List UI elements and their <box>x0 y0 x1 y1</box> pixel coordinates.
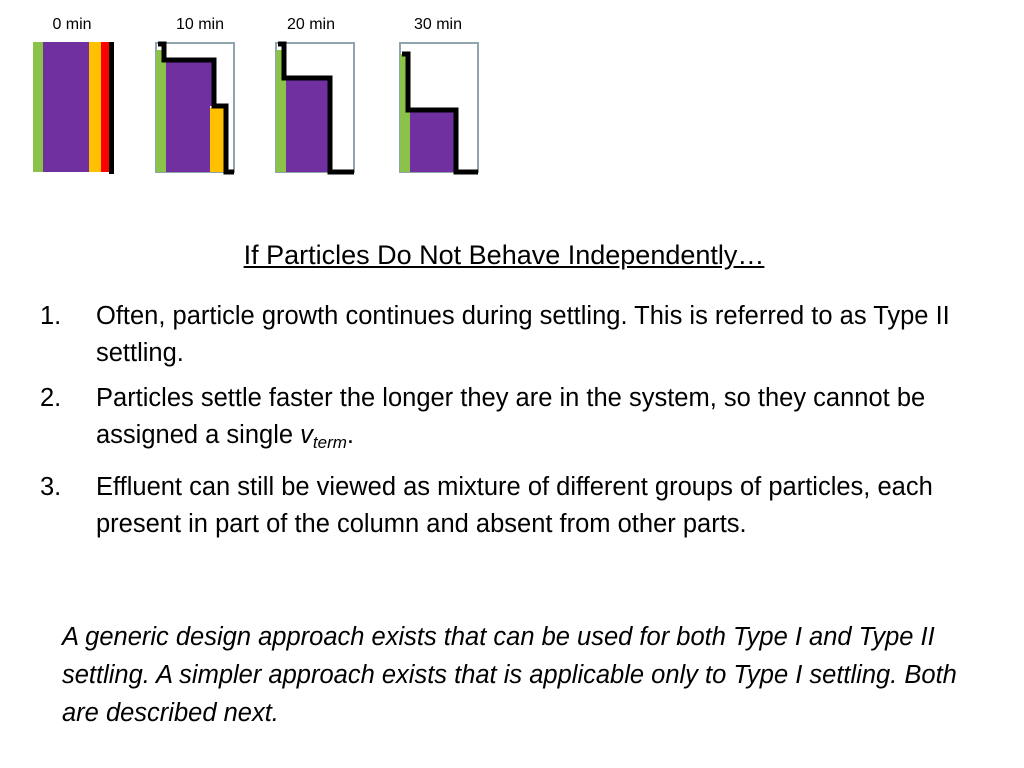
green-layer <box>33 42 43 172</box>
list-item-text-end: . <box>346 421 354 449</box>
interface-outline <box>109 42 114 174</box>
velocity-symbol: v <box>300 421 313 449</box>
column-time-label-0: 0 min <box>52 16 92 33</box>
column-time-label-20: 20 min <box>286 16 336 33</box>
settling-column-10-min <box>154 40 238 176</box>
list-number: 3. <box>40 473 62 501</box>
list-item-text: Particles settle faster the longer they are in the system, so they cannot be assigned a single <box>96 384 926 449</box>
list-item-text: Often, particle growth continues during settling. This is referred to as Type II settling. <box>96 302 950 367</box>
purple-layer <box>43 42 89 172</box>
column-time-label-30: 30 min <box>413 16 463 33</box>
orange-layer <box>89 42 101 172</box>
settling-column-30-min <box>398 40 482 176</box>
numbered-list <box>40 298 960 551</box>
slide-heading: If Particles Do Not Behave Independently… <box>243 240 765 270</box>
purple-layer <box>410 112 454 172</box>
velocity-subscript: term <box>312 433 347 452</box>
list-item <box>40 298 960 372</box>
red-layer <box>101 42 109 172</box>
purple-layer <box>166 60 212 172</box>
list-item <box>40 469 960 543</box>
column-time-label-10: 10 min <box>175 16 225 33</box>
settling-column-20-min <box>274 40 358 176</box>
list-item-text: Effluent can still be viewed as mixture of different groups of particles, each present in part of the column and absent from other parts. <box>96 473 933 538</box>
settling-column-0-min <box>32 40 116 176</box>
list-number: 1. <box>40 302 62 330</box>
list-item <box>40 380 960 461</box>
list-number: 2. <box>40 384 62 412</box>
design-approach-note: A generic design approach exists that can be used for both Type I and Type II settling. A simpler approach exists that is applicable only to Type I settling. Both are described next. <box>62 623 957 727</box>
green-layer <box>156 50 166 172</box>
orange-layer <box>210 108 224 172</box>
purple-layer <box>286 80 328 172</box>
